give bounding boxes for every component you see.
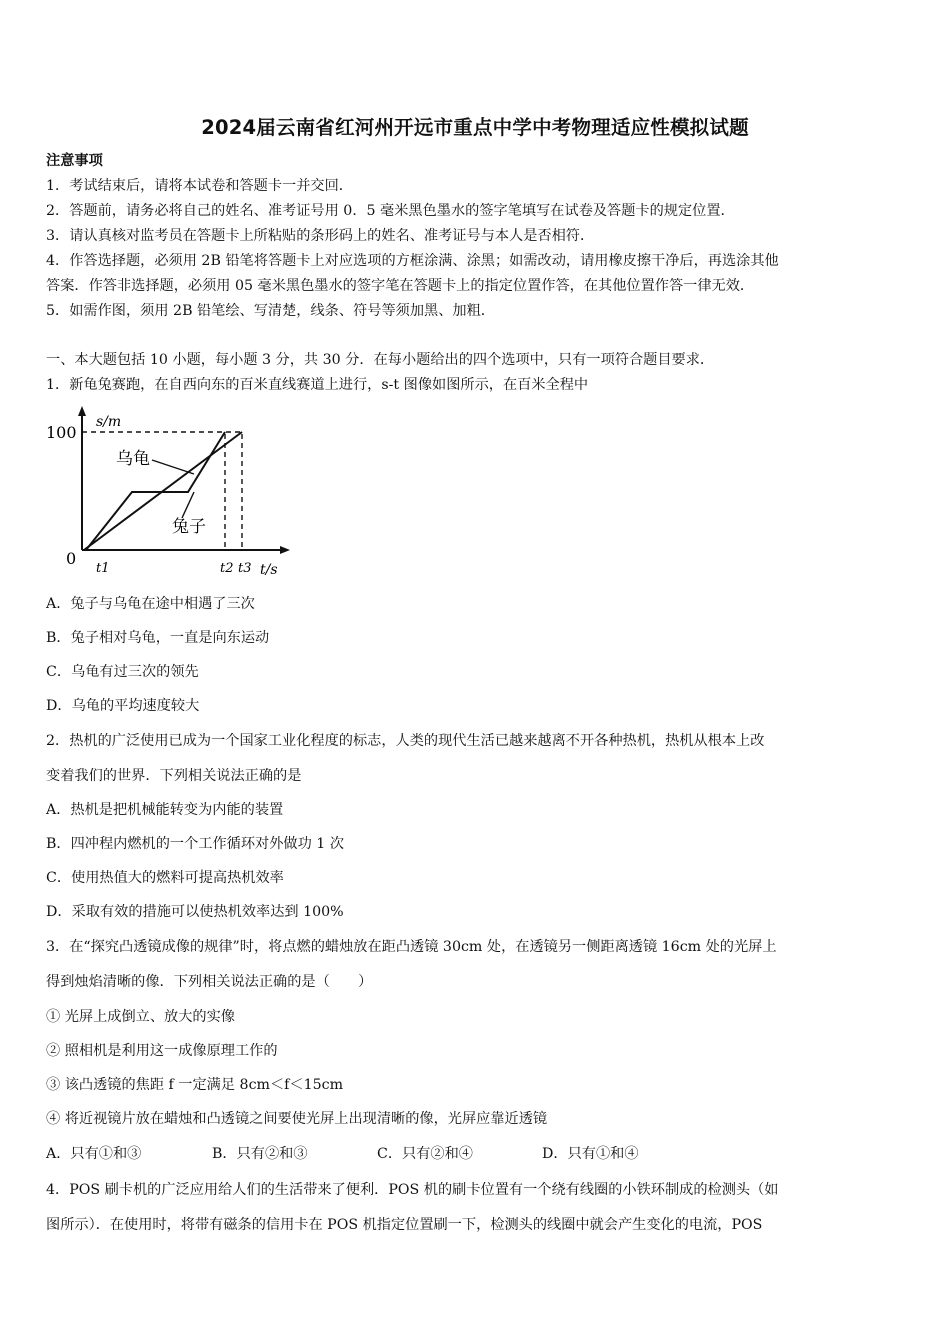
x-axis-label: t/s <box>260 562 278 578</box>
section-heading: 一、本大题包括 10 小题，每小题 3 分，共 30 分．在每小题给出的四个选项中，只有一项符合题目要求． <box>46 352 715 368</box>
question-2-stem-cont: 变着我们的世界．下列相关说法正确的是 <box>46 768 302 784</box>
note-item: 1．考试结束后，请将本试卷和答题卡一并交回． <box>46 178 353 194</box>
q1-option-a: A．兔子与乌龟在途中相遇了三次 <box>46 596 255 612</box>
t1-label: t1 <box>96 561 110 576</box>
question-3-stem-cont: 得到烛焰清晰的像．下列相关说法正确的是（ ） <box>46 974 373 990</box>
q3-statement-3: ③ 该凸透镜的焦距 f 一定满足 8cm＜f＜15cm <box>46 1077 344 1093</box>
note-item: 4．作答选择题，必须用 2B 铅笔将答题卡上对应选项的方框涂满、涂黑；如需改动，请用橡皮擦干净后，再选涂其他 <box>46 253 779 269</box>
turtle-label: 乌龟 <box>116 449 150 469</box>
question-2-stem: 2．热机的广泛使用已成为一个国家工业化程度的标志，人类的现代生活已越来越离不开各种热机，热机从根本上改 <box>46 733 765 749</box>
origin-label: 0 <box>66 549 77 568</box>
q3-option-d: D．只有①和④ <box>542 1146 639 1162</box>
q1-option-b: B．兔子相对乌龟，一直是向东运动 <box>46 630 270 646</box>
note-item: 2．答题前，请务必将自己的姓名、准考证号用 0．5 毫米黑色墨水的签字笔填写在试卷及答题卡的规定位置． <box>46 203 735 219</box>
page-title: 2024届云南省红河州开远市重点中学中考物理适应性模拟试题 <box>201 116 749 139</box>
question-4-stem-cont: 图所示）．在使用时，将带有磁条的信用卡在 POS 机指定位置刷一下，检测头的线圈中就会产生变化的电流，POS <box>46 1217 763 1233</box>
q2-option-a: A．热机是把机械能转变为内能的装置 <box>46 802 284 818</box>
q3-option-c: C．只有②和④ <box>377 1146 473 1162</box>
x-axis-arrow-icon <box>280 546 290 554</box>
y-tick-100: 100 <box>46 423 77 442</box>
rabbit-pointer <box>182 492 194 518</box>
note-item: 答案．作答非选择题，必须用 05 毫米黑色墨水的签字笔在答题卡上的指定位置作答，在其他位置作答一律无效． <box>46 278 755 294</box>
question-1-stem: 1．新龟兔赛跑，在自西向东的百米直线赛道上进行，s-t 图像如图所示，在百米全程中 <box>46 377 589 393</box>
turtle-pointer <box>152 460 194 474</box>
t3-label: t3 <box>238 561 252 576</box>
st-graph <box>44 400 294 585</box>
q1-option-d: D．乌龟的平均速度较大 <box>46 698 200 714</box>
rabbit-label: 兔子 <box>172 517 206 537</box>
q3-statement-4: ④ 将近视镜片放在蜡烛和凸透镜之间要使光屏上出现清晰的像，光屏应靠近透镜 <box>46 1111 548 1127</box>
notes-heading: 注意事项 <box>46 153 103 169</box>
q3-option-a: A．只有①和③ <box>46 1146 142 1162</box>
question-3-stem: 3．在“探究凸透镜成像的规律”时，将点燃的蜡烛放在距凸透镜 30cm 处，在透镜另一侧距离透镜 16cm 处的光屏上 <box>46 939 777 955</box>
note-item: 5．如需作图，须用 2B 铅笔绘、写清楚，线条、符号等须加黑、加粗． <box>46 303 495 319</box>
t2-label: t2 <box>220 561 234 576</box>
q2-option-b: B．四冲程内燃机的一个工作循环对外做功 1 次 <box>46 836 345 852</box>
note-item: 3．请认真核对监考员在答题卡上所粘贴的条形码上的姓名、准考证号与本人是否相符． <box>46 228 595 244</box>
q2-option-c: C．使用热值大的燃料可提高热机效率 <box>46 870 284 886</box>
question-4-stem: 4．POS 刷卡机的广泛应用给人们的生活带来了便利．POS 机的刷卡位置有一个绕有线圈的小铁环制成的检测头（如 <box>46 1182 779 1198</box>
y-axis-label: s/m <box>96 414 122 430</box>
q3-statement-1: ① 光屏上成倒立、放大的实像 <box>46 1009 235 1025</box>
q3-statement-2: ② 照相机是利用这一成像原理工作的 <box>46 1043 278 1059</box>
q3-option-b: B．只有②和③ <box>212 1146 308 1162</box>
q1-option-c: C．乌龟有过三次的领先 <box>46 664 199 680</box>
q2-option-d: D．采取有效的措施可以使热机效率达到 100% <box>46 904 344 920</box>
y-axis-arrow-icon <box>78 406 86 416</box>
